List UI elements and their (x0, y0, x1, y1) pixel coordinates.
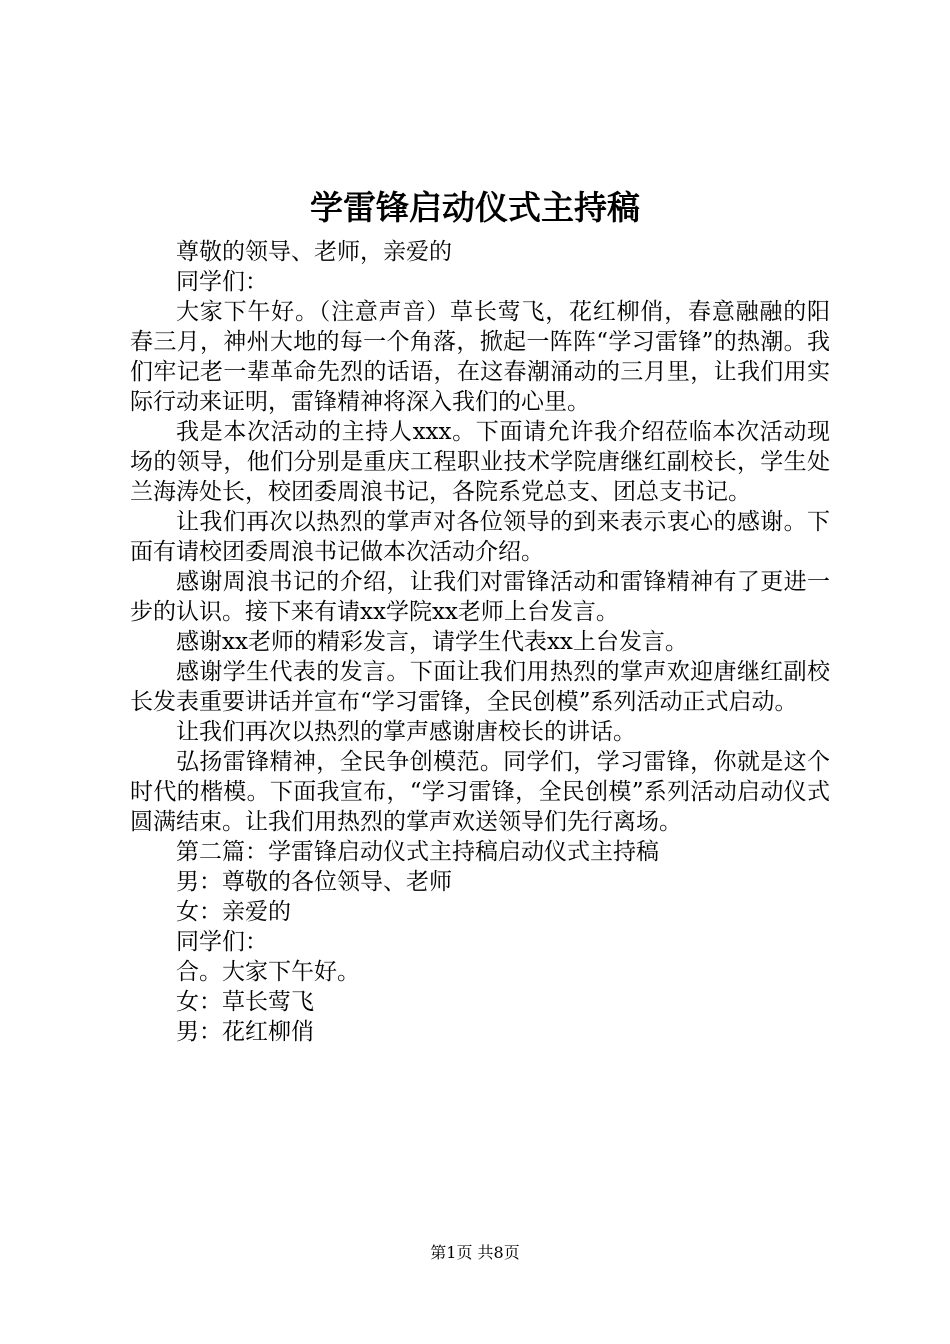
page-number-footer: 第1页 共8页 (430, 1243, 520, 1262)
script-line: 合。大家下午好。 (176, 959, 360, 985)
body-paragraph: 感谢周浪书记的介绍，让我们对雷锋活动和雷锋精神有了更进一步的认识。接下来有请xx学院xx老师上台发言。 (130, 569, 830, 625)
body-paragraph: 感谢xx老师的精彩发言，请学生代表xx上台发言。 (176, 629, 688, 655)
body-paragraph: 感谢学生代表的发言。下面让我们用热烈的掌声欢迎唐继红副校长发表重要讲话并宣布“学习雷锋，全民创模”系列活动正式启动。 (130, 659, 830, 715)
document-body (130, 237, 830, 1047)
script-line: 女：草长莺飞 (176, 989, 314, 1015)
script-line: 男：花红柳俏 (176, 1019, 314, 1045)
greeting-line: 尊敬的领导、老师，亲爱的 (176, 239, 452, 265)
body-paragraph: 我是本次活动的主持人xxx。下面请允许我介绍莅临本次活动现场的领导，他们分别是重庆工程职业技术学院唐继红副校长，学生处兰海涛处长，校团委周浪书记，各院系党总支、团总支书记。 (130, 419, 830, 505)
script-line: 同学们： (176, 929, 268, 955)
body-paragraph: 让我们再次以热烈的掌声对各位领导的到来表示衷心的感谢。下面有请校团委周浪书记做本次活动介绍。 (130, 509, 830, 565)
script-line: 女：亲爱的 (176, 899, 291, 925)
body-paragraph: 让我们再次以热烈的掌声感谢唐校长的讲话。 (176, 719, 636, 745)
greeting-line: 同学们： (176, 269, 268, 295)
body-paragraph: 弘扬雷锋精神，全民争创模范。同学们，学习雷锋，你就是这个时代的楷模。下面我宣布，“学习雷锋，全民创模”系列活动启动仪式圆满结束。让我们用热烈的掌声欢送领导们先行离场。 (130, 749, 830, 835)
section-heading: 第二篇：学雷锋启动仪式主持稿启动仪式主持稿 (176, 839, 659, 865)
body-paragraph: 大家下午好。（注意声音）草长莺飞，花红柳俏，春意融融的阳春三月，神州大地的每一个角落，掀起一阵阵“学习雷锋”的热潮。我们牢记老一辈革命先烈的话语，在这春潮涌动的三月里，让我们用实际行动来证明，雷锋精神将深入我们的心里。 (130, 299, 830, 415)
document-title: 学雷锋启动仪式主持稿 (310, 188, 640, 227)
script-line: 男：尊敬的各位领导、老师 (176, 869, 452, 895)
